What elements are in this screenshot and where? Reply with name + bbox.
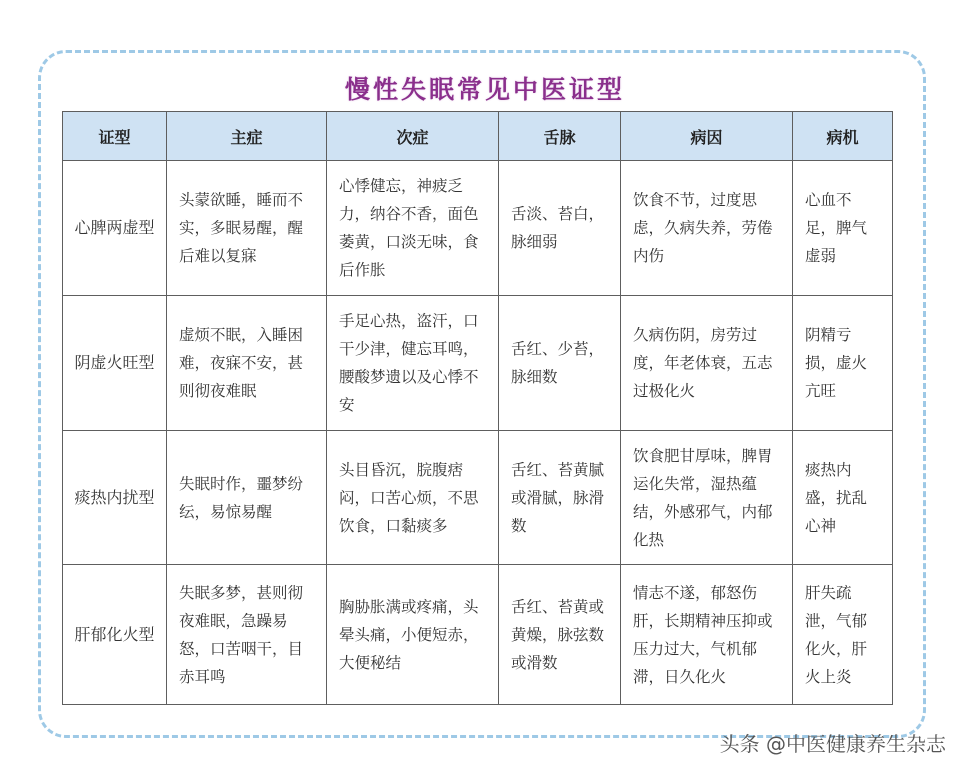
cell-pathogenesis: 肝失疏泄，气郁化火，肝火上炎 <box>793 565 893 705</box>
cell-main-symptom: 虚烦不眠，入睡困难，夜寐不安，甚则彻夜难眠 <box>167 296 327 431</box>
cell-secondary-symptom: 头目昏沉，脘腹痞闷，口苦心烦，不思饮食，口黏痰多 <box>327 431 499 565</box>
table-header-row <box>63 112 893 161</box>
page-title: 慢性失眠常见中医证型 <box>344 75 625 104</box>
cell-pathogenesis: 阴精亏损，虚火亢旺 <box>793 296 893 431</box>
cell-main-symptom: 头蒙欲睡，睡而不实，多眠易醒，醒后难以复寐 <box>167 161 327 296</box>
cell-type: 阴虚火旺型 <box>63 296 167 431</box>
header-pathogenesis: 病机 <box>793 112 893 161</box>
table-row <box>63 296 893 431</box>
cell-cause: 饮食不节，过度思虑，久病失养，劳倦内伤 <box>621 161 793 296</box>
cell-tongue-pulse: 舌淡、苔白，脉细弱 <box>499 161 621 296</box>
cell-main-symptom: 失眠多梦，甚则彻夜难眠，急躁易怒，口苦咽干，目赤耳鸣 <box>167 565 327 705</box>
table-row <box>63 161 893 296</box>
table-row <box>63 565 893 705</box>
cell-cause: 久病伤阴，房劳过度，年老体衰，五志过极化火 <box>621 296 793 431</box>
cell-cause: 饮食肥甘厚味，脾胃运化失常，湿热蕴结，外感邪气，内郁化热 <box>621 431 793 565</box>
table-row <box>63 431 893 565</box>
cell-tongue-pulse: 舌红、苔黄或黄燥，脉弦数或滑数 <box>499 565 621 705</box>
cell-secondary-symptom: 心悸健忘，神疲乏力，纳谷不香，面色萎黄，口淡无味，食后作胀 <box>327 161 499 296</box>
cell-cause: 情志不遂，郁怒伤肝，长期精神压抑或压力过大，气机郁滞，日久化火 <box>621 565 793 705</box>
header-type: 证型 <box>63 112 167 161</box>
syndrome-table <box>62 111 893 705</box>
source-watermark: 头条 @中医健康养生杂志 <box>719 732 946 756</box>
cell-tongue-pulse: 舌红、苔黄腻或滑腻，脉滑数 <box>499 431 621 565</box>
cell-type: 肝郁化火型 <box>63 565 167 705</box>
cell-type: 心脾两虚型 <box>63 161 167 296</box>
cell-secondary-symptom: 胸胁胀满或疼痛，头晕头痛，小便短赤，大便秘结 <box>327 565 499 705</box>
header-secondary-symptom: 次症 <box>327 112 499 161</box>
cell-secondary-symptom: 手足心热，盗汗，口干少津，健忘耳鸣，腰酸梦遗以及心悸不安 <box>327 296 499 431</box>
header-main-symptom: 主症 <box>167 112 327 161</box>
cell-pathogenesis: 心血不足，脾气虚弱 <box>793 161 893 296</box>
cell-type: 痰热内扰型 <box>63 431 167 565</box>
cell-main-symptom: 失眠时作，噩梦纷纭，易惊易醒 <box>167 431 327 565</box>
header-tongue-pulse: 舌脉 <box>499 112 621 161</box>
cell-pathogenesis: 痰热内盛，扰乱心神 <box>793 431 893 565</box>
header-cause: 病因 <box>621 112 793 161</box>
cell-tongue-pulse: 舌红、少苔，脉细数 <box>499 296 621 431</box>
